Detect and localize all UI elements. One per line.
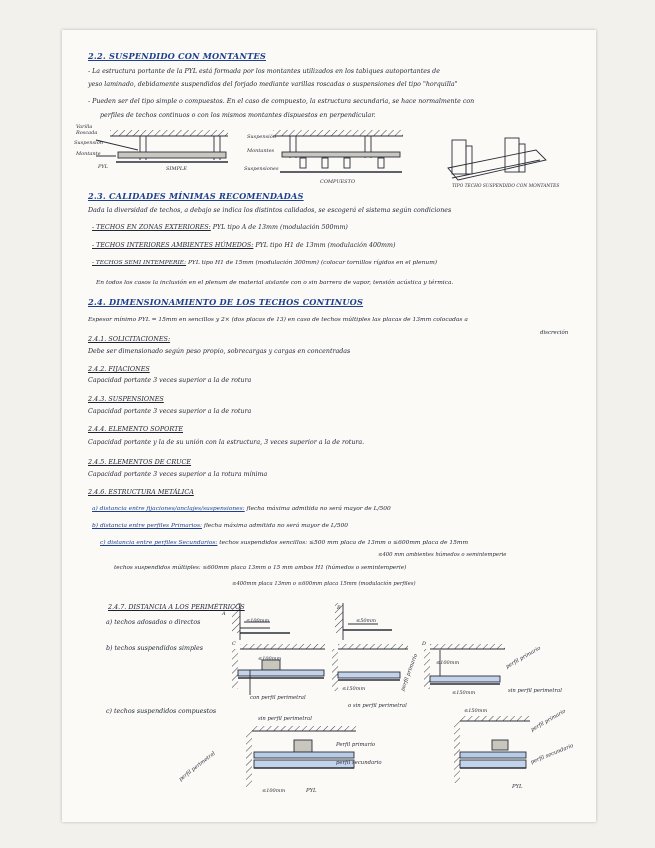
metal-a	[92, 506, 391, 512]
label-perfil-primario-d: perfil primario	[400, 653, 420, 693]
metal-a-text: flecha máxima admitida no será mayor de L/500	[246, 506, 391, 512]
compound-ceiling-sketch	[273, 130, 403, 172]
s245-title: 2.4.5. ELEMENTOS DE CRUCE	[88, 458, 192, 466]
label-compuesto: COMPUESTO	[320, 179, 356, 185]
label-o-sin: o sin perfil perimetral	[348, 703, 407, 709]
label-con-perfil: con perfil perimetral	[250, 695, 306, 701]
s244-text: Capacidad portante y la de su unión con la estructura, 3 veces superior a la de rotura.	[88, 439, 365, 446]
s243-title: 2.4.3. SUSPENSIONES	[88, 395, 164, 403]
label-suspension-2: Suspensión	[247, 134, 276, 140]
label-perfil-primario-e: perfil primario	[505, 645, 542, 671]
diagram-c	[232, 644, 325, 695]
dim-c-100: ≤100mm	[258, 656, 282, 662]
s22-line-2: yeso laminado, debidamente suspendidos del forjado mediante varillas roscadas o suspensiones del tipo "horquilla"	[88, 81, 458, 88]
metal-c-label: c) distancia entre perfiles Secundarios:	[100, 540, 218, 546]
metal-c-text-2: ≤400 mm ambientes húmedos o semintemperie	[378, 552, 507, 558]
metal-c	[100, 540, 468, 546]
label-varilla-roscada: Varilla Roscada	[76, 124, 98, 136]
s23-item-1-text: PYL tipo A de 13mm (modulación 500mm)	[212, 224, 348, 231]
s247-c: c) techos suspendidos compuestos	[106, 708, 217, 715]
s23-note: En todos los casos la inclusión en el plenum de material aislante con o sin barrera de vapor, tensión acústica y térmica.	[96, 280, 454, 286]
label-sin-perfil-2: sin perfil perimetral	[258, 716, 312, 722]
perspective-sketch	[448, 138, 546, 180]
s22-line-4: perfiles de techos continuos o con los mismos montantes dispuestos en perpendicular.	[100, 112, 376, 119]
dim-d-150: ≤150mm	[342, 686, 366, 692]
s23-item-2-text: PYL tipo H1 de 13mm (modulación 400mm)	[255, 242, 396, 249]
s244-title: 2.4.4. ELEMENTO SOPORTE	[88, 425, 184, 433]
diagram-label-d: D	[422, 641, 427, 647]
s241-text: Debe ser dimensionado según peso propio, sobrecargas y cargas en concentradas	[88, 348, 351, 355]
metal-b-label: b) distancia entre perfiles Primarios:	[92, 523, 202, 529]
s24-intro-2: discreción	[540, 330, 569, 336]
label-perfil-secundario-f: perfil secundario	[530, 742, 575, 766]
s242-text: Capacidad portante 3 veces superior a la de rotura	[88, 377, 252, 384]
s247-b: b) techos suspendidos simples	[106, 645, 204, 652]
s23-item-2	[92, 242, 395, 249]
s23-intro: Dada la diversidad de techos, a debajo se indica los distintos calidados, se escogerá el sistema según condiciones	[88, 207, 452, 214]
metal-b-text: flecha máxima admitida no será mayor de L/500	[203, 523, 349, 529]
dim-e-100: ≤100mm	[436, 660, 460, 666]
dim-g-100: ≤100mm	[262, 788, 286, 794]
s23-item-2-label: - TECHOS INTERIORES AMBIENTES HÚMEDOS:	[92, 242, 254, 249]
s22-line-3: - Pueden ser del tipo simple o compuestos. En el caso de compuesto, la estructura secundaria, se hace normalmente con	[88, 98, 475, 105]
label-suspensiones: Suspensiones	[244, 166, 279, 172]
label-perfil-primario-c: Perfil primario	[336, 742, 376, 748]
s242-title: 2.4.2. FIJACIONES	[88, 365, 150, 373]
diagram-e	[424, 644, 505, 689]
diagram-d	[332, 644, 408, 691]
s246-title: 2.4.6. ESTRUCTURA METÁLICA	[88, 488, 194, 496]
label-montante: Montante	[76, 151, 101, 157]
s23-item-1	[92, 224, 348, 231]
diagram-compound-1	[246, 726, 356, 787]
label-sin-perfil: sin perfil perimetral	[508, 688, 562, 694]
label-simple: SIMPLE	[166, 166, 187, 172]
diagram-label-c: C	[232, 641, 236, 647]
simple-ceiling-sketch	[96, 130, 228, 162]
s23-item-3-label: - TECHOS SEMI INTEMPERIE:	[92, 260, 187, 266]
s247-title: 2.4.7. DISTANCIA A LOS PERIMÉTRICOS	[108, 603, 245, 611]
section-2-3-title: 2.3. CALIDADES MÍNIMAS RECOMENDADAS	[88, 191, 304, 201]
diagram-label-b: B	[337, 605, 341, 611]
s243-text: Capacidad portante 3 veces superior a la de rotura	[88, 408, 252, 415]
label-perfil-primario-f: perfil primario	[530, 708, 567, 734]
dim-f-150: ≤150mm	[464, 708, 488, 714]
dim-b-50: ≤50mm	[356, 618, 377, 624]
s23-item-1-label: - TECHOS EN ZONAS EXTERIORES:	[92, 224, 211, 231]
s245-text: Capacidad portante 3 veces superior a la rotura mínima	[88, 471, 268, 478]
s241-title: 2.4.1. SOLICITACIONES:	[88, 335, 171, 343]
metal-c-text: techos suspendidos sencillos: ≤500 mm placa de 13mm o ≤600mm placa de 15mm	[219, 540, 469, 546]
label-perfil-secundario: perfil secundario	[336, 760, 382, 766]
label-pyl: PYL	[98, 164, 108, 170]
diagram-compound-2	[454, 716, 530, 783]
section-2-4-title: 2.4. DIMENSIONAMIENTO DE LOS TECHOS CONTINUOS	[88, 297, 364, 307]
label-pyl-f: PYL	[512, 784, 523, 790]
label-pyl-c: PYL	[306, 788, 317, 794]
metal-a-label: a) distancia entre fijaciones/anclajes/suspensiones:	[92, 506, 245, 512]
section-2-2-title: 2.2. SUSPENDIDO CON MONTANTES	[88, 51, 266, 61]
metal-d-text-2: ≤400mm placa 13mm o ≤600mm placa 15mm (modulación perfiles)	[232, 581, 416, 587]
s24-intro-1: Espesor mínimo PYL = 15mm en sencillos y 2× (dos placas de 13) en caso de techos múltiples las placas de 13mm colocadas a	[88, 317, 468, 323]
label-techo-compuesto: TIPO TECHO SUSPENDIDO CON MONTANTES	[452, 184, 560, 189]
label-suspension: Suspensión	[74, 140, 103, 146]
label-montantes: Montantes	[247, 148, 275, 154]
dim-a-100: ≤100mm	[246, 618, 270, 624]
s23-item-3	[92, 260, 437, 266]
metal-b	[92, 523, 348, 529]
metal-d-text: techos suspendidos múltiples: ≤600mm placa 13mm o 15 mm ambos H1 (húmedos o semintemperie)	[114, 565, 407, 571]
diagram-label-a: A	[222, 611, 226, 617]
s247-a: a) techos adosados o directos	[106, 619, 201, 626]
s22-line-1: - La estructura portante de la PYL está formada por los montantes utilizados en los tabiques autoportantes de	[88, 68, 440, 75]
dim-e-150: ≤150mm	[452, 690, 476, 696]
label-perfil-perimetral: perfil perimetral	[178, 750, 217, 783]
s23-item-3-text: PYL tipo H1 de 15mm (modulación 300mm) (colocar tornillos rígidos en el plenum)	[187, 260, 438, 266]
